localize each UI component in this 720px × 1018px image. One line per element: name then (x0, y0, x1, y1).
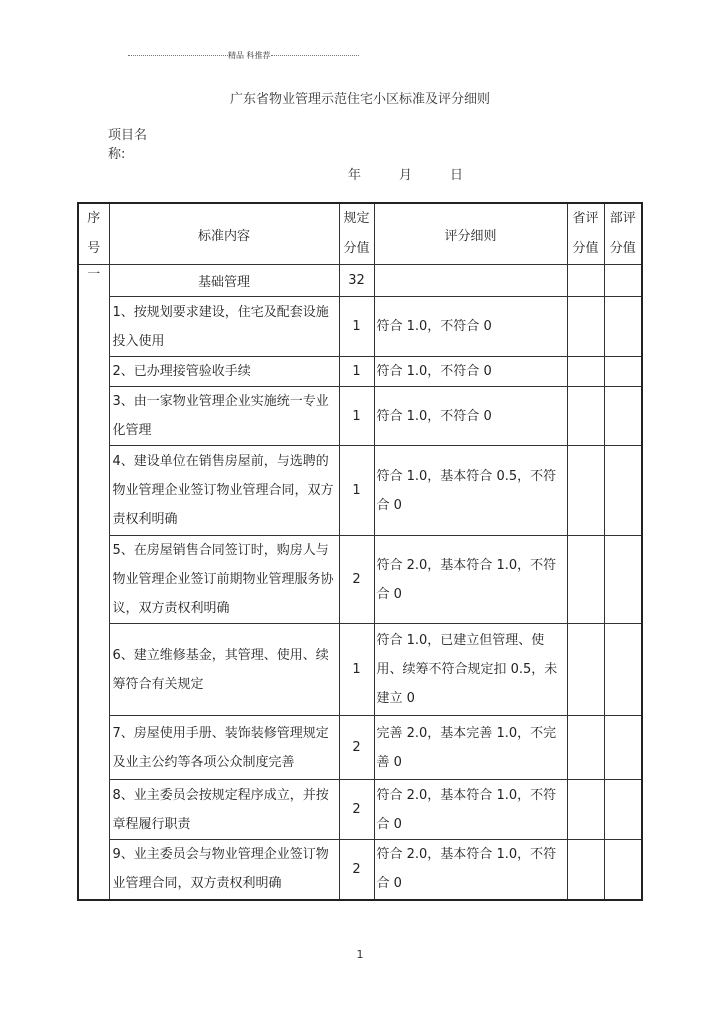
province-score-cell (567, 357, 604, 387)
header-rules: 评分细则 (374, 203, 567, 265)
table-header-row (78, 203, 642, 265)
standard-cell: 7、房屋使用手册、装饰装修管理规定及业主公约等各项公众制度完善 (109, 716, 339, 780)
rule-cell: 符合 2.0，基本符合 1.0，不符合 0 (374, 840, 567, 900)
rule-cell: 符合 1.0，基本符合 0.5，不符合 0 (374, 446, 567, 536)
project-name-label: 项目名称: (108, 128, 148, 162)
header-ministry: 部评 分值 (604, 203, 642, 265)
ministry-score-cell (604, 297, 642, 357)
rule-cell: 完善 2.0，基本完善 1.0，不完善 0 (374, 716, 567, 780)
table-row (78, 840, 642, 900)
header-standard: 标准内容 (109, 203, 339, 265)
ministry-score-cell (604, 536, 642, 624)
ministry-score-cell (604, 840, 642, 900)
rule-cell: 符合 1.0，不符合 0 (374, 297, 567, 357)
rule-cell: 符合 2.0，基本符合 1.0，不符合 0 (374, 536, 567, 624)
date-month: 月 (399, 168, 413, 183)
table-row (78, 624, 642, 716)
header-text: 精品 科推荐 (228, 51, 271, 60)
score-cell: 1 (339, 624, 374, 716)
score-cell: 1 (339, 357, 374, 387)
document-title: 广东省物业管理示范住宅小区标准及评分细则 (229, 92, 490, 107)
ministry-score-cell (604, 446, 642, 536)
province-score-cell (567, 387, 604, 446)
header-dots-right (271, 55, 359, 56)
standard-cell: 4、建设单位在销售房屋前，与选聘的物业管理企业签订物业管理合同，双方责权利明确 (109, 446, 339, 536)
section-score: 32 (339, 265, 374, 297)
rule-cell: 符合 2.0，基本符合 1.0，不符合 0 (374, 780, 567, 840)
ministry-score-cell (604, 624, 642, 716)
table-row (78, 716, 642, 780)
section-title: 基础管理 (109, 265, 339, 297)
standard-cell: 6、建立维修基金，其管理、使用、续筹符合有关规定 (109, 624, 339, 716)
ministry-score-cell (604, 780, 642, 840)
page-header (128, 50, 368, 61)
score-cell: 1 (339, 446, 374, 536)
table-row (78, 357, 642, 387)
standard-cell: 9、业主委员会与物业管理企业签订物业管理合同，双方责权利明确 (109, 840, 339, 900)
score-cell: 2 (339, 840, 374, 900)
ministry-score-cell (604, 716, 642, 780)
table-row (78, 446, 642, 536)
standard-cell: 2、已办理接管验收手续 (109, 357, 339, 387)
rule-cell: 符合 1.0，不符合 0 (374, 357, 567, 387)
standard-cell: 5、在房屋销售合同签订时，购房人与物业管理企业签订前期物业管理服务协议，双方责权利明确 (109, 536, 339, 624)
ministry-score-cell (604, 357, 642, 387)
header-score: 规定 分值 (339, 203, 374, 265)
header-seq: 序 号 (78, 203, 109, 265)
section-row (78, 265, 642, 297)
header-dots-left (128, 55, 228, 56)
section-rule (374, 265, 567, 297)
province-score-cell (567, 716, 604, 780)
province-score-cell (567, 780, 604, 840)
section-seq: 一 (78, 265, 109, 900)
standard-cell: 3、由一家物业管理企业实施统一专业化管理 (109, 387, 339, 446)
score-cell: 2 (339, 716, 374, 780)
date-year: 年 (348, 168, 362, 183)
score-cell: 2 (339, 780, 374, 840)
province-score-cell (567, 297, 604, 357)
table-row (78, 297, 642, 357)
ministry-score-cell (604, 387, 642, 446)
score-cell: 2 (339, 536, 374, 624)
date-day: 日 (450, 168, 464, 183)
province-score-cell (567, 536, 604, 624)
section-ministry (604, 265, 642, 297)
rule-cell: 符合 1.0，不符合 0 (374, 387, 567, 446)
table-row (78, 387, 642, 446)
province-score-cell (567, 840, 604, 900)
score-cell: 1 (339, 387, 374, 446)
table-row (78, 536, 642, 624)
date-line (348, 164, 463, 183)
score-cell: 1 (339, 297, 374, 357)
standard-cell: 1、按规划要求建设，住宅及配套设施投入使用 (109, 297, 339, 357)
header-province: 省评 分值 (567, 203, 604, 265)
rule-cell: 符合 1.0，已建立但管理、使用、续筹不符合规定扣 0.5，未建立 0 (374, 624, 567, 716)
page-number: 1 (356, 948, 364, 961)
section-province (567, 265, 604, 297)
table-row (78, 780, 642, 840)
province-score-cell (567, 446, 604, 536)
standard-cell: 8、业主委员会按规定程序成立，并按章程履行职责 (109, 780, 339, 840)
province-score-cell (567, 624, 604, 716)
scoring-table (77, 202, 643, 901)
